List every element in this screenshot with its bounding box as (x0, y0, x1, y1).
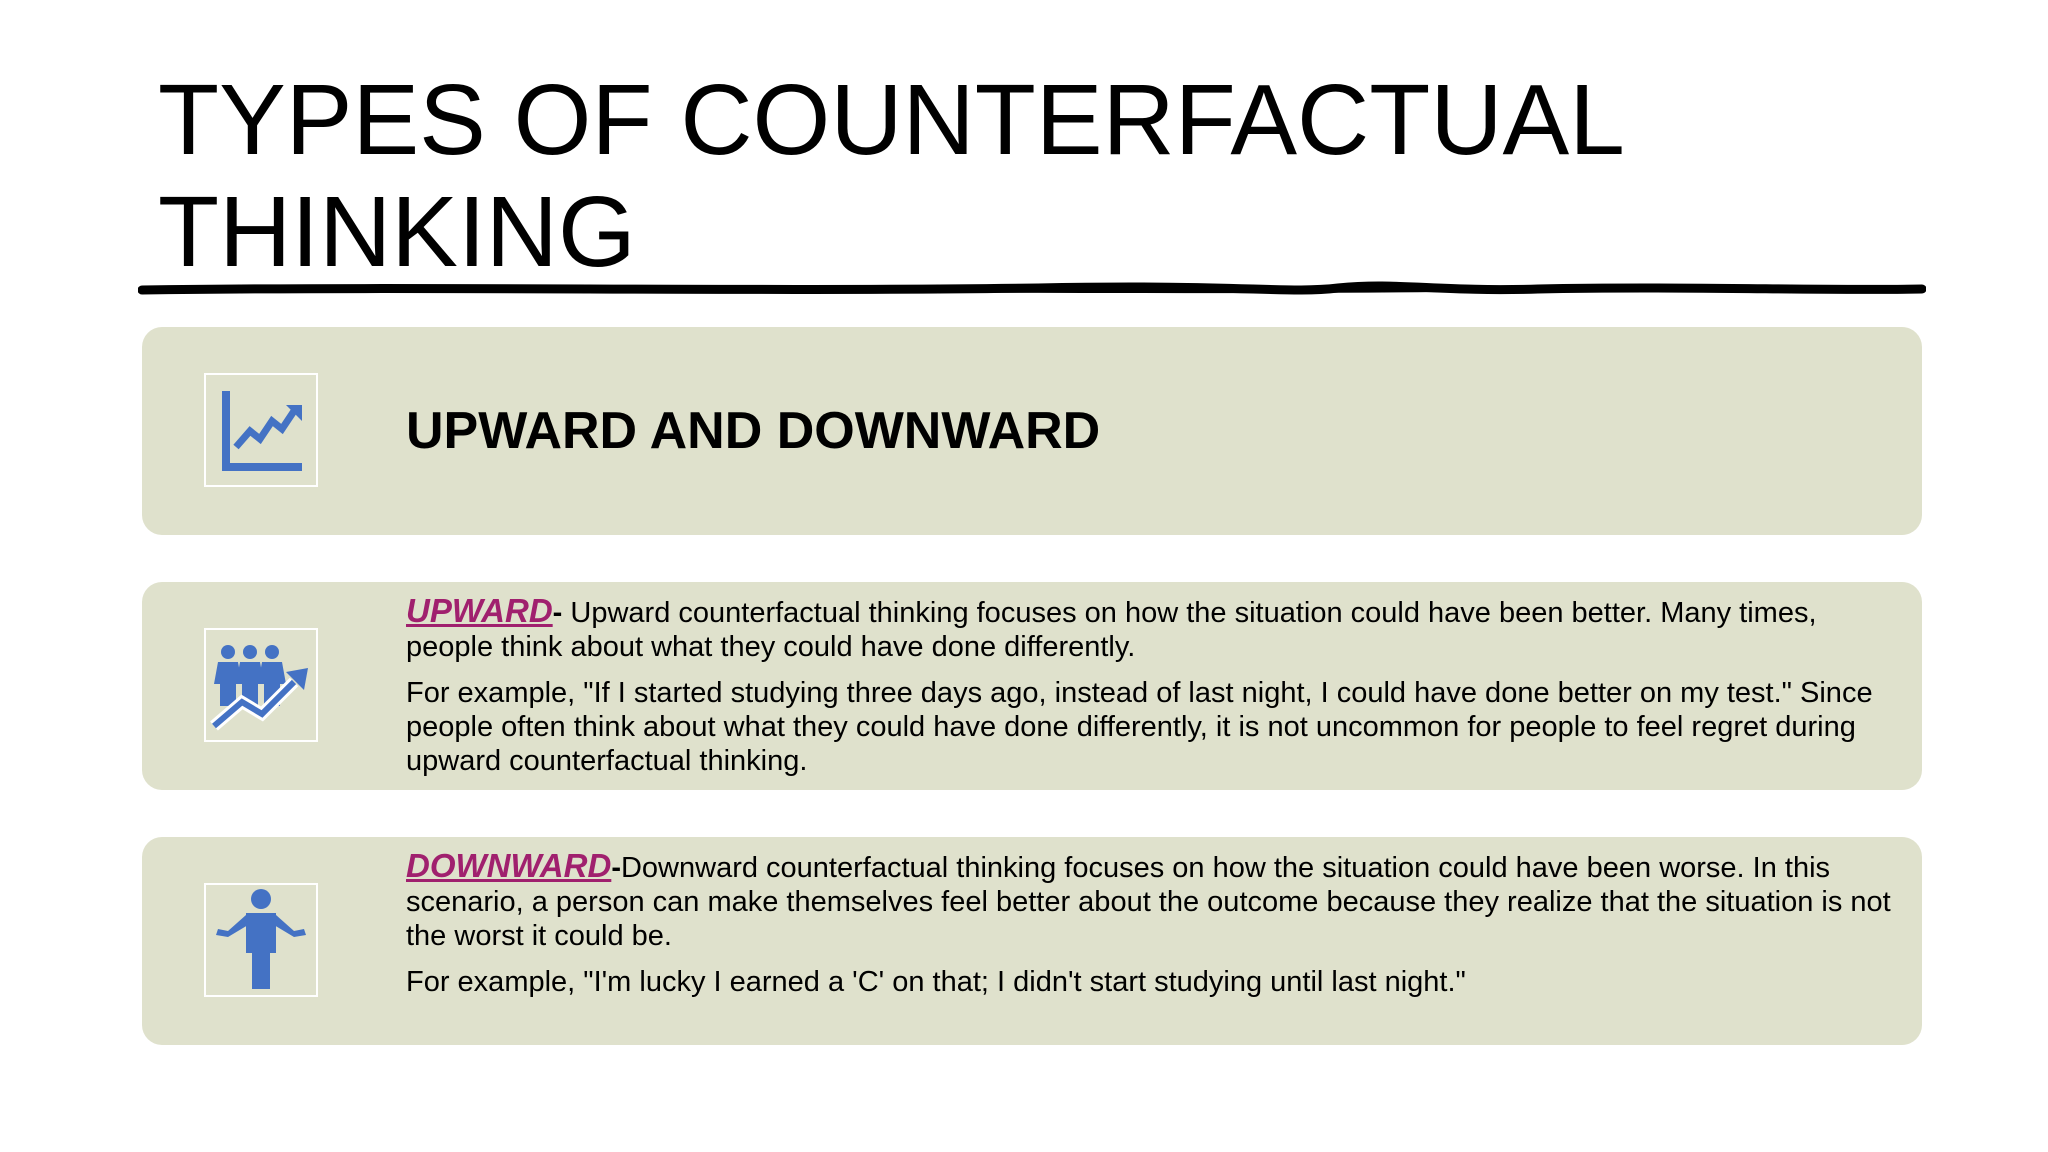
people-growth-icon (206, 630, 316, 740)
card-body (406, 849, 1896, 1011)
term-upward: UPWARD (406, 592, 553, 629)
example-paragraph: For example, "If I started studying three days ago, instead of last night, I could have done better on my test." Since people often think about what they could have done differently, it is not uncommon for people to feel regret during upward counterfactual thinking. (406, 677, 1873, 777)
slide-title: TYPES OF COUNTERFACTUAL THINKING (158, 64, 1622, 288)
person-shrug-icon (206, 885, 316, 995)
term-dash: - (611, 852, 621, 884)
card-body (406, 594, 1896, 790)
icon-frame (204, 628, 318, 742)
example-paragraph: For example, "I'm lucky I earned a 'C' on that; I didn't start studying until last night." (406, 966, 1466, 998)
term-dash: - (552, 597, 563, 629)
icon-frame (204, 373, 318, 487)
line-chart-icon (206, 375, 316, 485)
definition-paragraph (406, 849, 1896, 953)
card-downward (142, 837, 1922, 1045)
term-downward: DOWNWARD (406, 847, 612, 884)
definition-text: Upward counterfactual thinking focuses on how the situation could have been better. Many times, people think about what they could have done differently. (406, 597, 1817, 663)
definition-text: Downward counterfactual thinking focuses on how the situation could have been worse. In this scenario, a person can make themselves feel better about the outcome because they realize that the situation is not the worst it could be. (406, 852, 1891, 952)
card-heading: UPWARD AND DOWNWARD (406, 402, 1101, 460)
icon-frame (204, 883, 318, 997)
definition-paragraph (406, 594, 1896, 664)
card-upward (142, 582, 1922, 790)
card-overview (142, 327, 1922, 535)
title-underline (138, 278, 1926, 302)
